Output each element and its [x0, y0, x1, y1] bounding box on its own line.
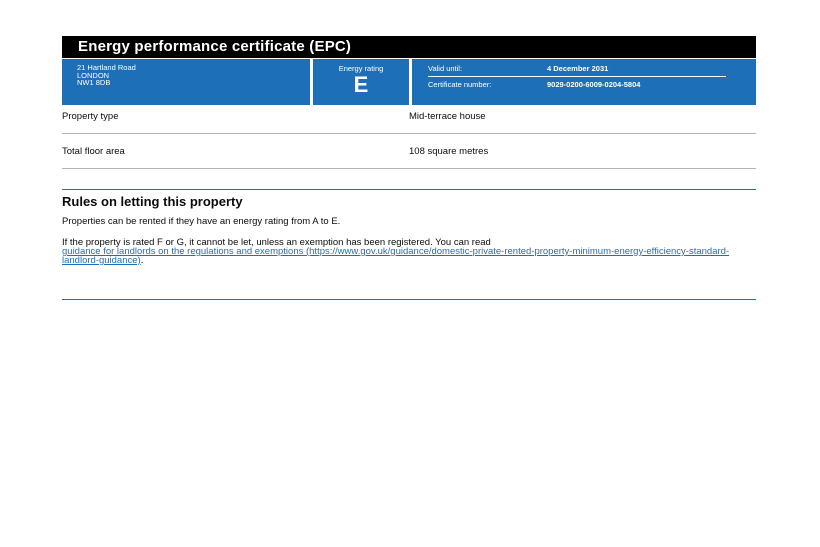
page-title: Energy performance certificate (EPC)	[62, 36, 756, 58]
summary-row-property-type	[62, 105, 756, 134]
letting-rules-section	[62, 189, 756, 300]
certificate-number-row	[428, 80, 756, 92]
certificate-number-label: Certificate number:	[428, 80, 492, 89]
valid-until-label: Valid until:	[428, 64, 463, 73]
certificate-details	[412, 59, 756, 105]
letting-rules-paragraph-1: Properties can be rented if they have an energy rating from A to E.	[62, 216, 341, 227]
summary-value: 108 square metres	[409, 146, 489, 157]
property-address	[62, 59, 310, 105]
address-line-3: NW1 8DB	[77, 78, 111, 88]
address-line-1: 21 Hartland Road	[77, 63, 136, 72]
valid-until-row	[428, 64, 726, 77]
letting-rules-paragraph-2	[62, 238, 756, 265]
letting-rules-heading: Rules on letting this property	[62, 194, 243, 209]
summary-value: Mid-terrace house	[409, 111, 486, 122]
valid-until-value: 4 December 2031	[547, 64, 609, 73]
summary-key: Total floor area	[62, 146, 125, 157]
energy-rating-label: Energy rating	[338, 64, 384, 73]
summary-row-floor-area	[62, 134, 756, 169]
paragraph-text: If the property is rated F or G, it cannot be let, unless an exemption has been registered. You can read	[62, 237, 491, 248]
certificate-header	[62, 59, 756, 105]
energy-rating-box	[313, 59, 409, 105]
paragraph-end: .	[140, 255, 144, 266]
epc-document	[62, 36, 756, 300]
address-line-2: LONDON	[77, 70, 110, 80]
landlord-guidance-link[interactable]: guidance for landlords on the regulations and exemptions (https://www.gov.uk/guidance/domestic-private-rented-property-minimum-energy-efficiency-standard-landlord-guidance)	[62, 246, 730, 266]
energy-rating-letter: E	[353, 72, 369, 97]
summary-key: Property type	[62, 111, 119, 122]
certificate-number-value: 9029-0200-6009-0204-5804	[547, 80, 641, 89]
